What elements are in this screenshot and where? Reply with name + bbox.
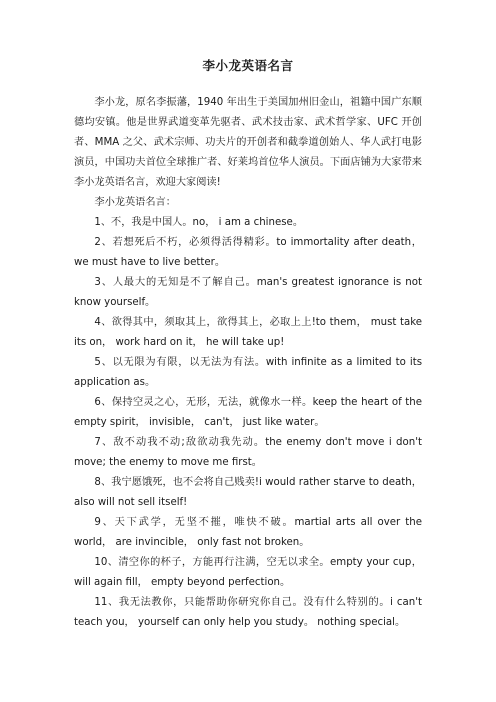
quote-item-8: 8、我宁愿饿死，也不会将自己贱卖!i would rather starve to death， also will not sell itself! (74, 477, 422, 508)
quote-item-9: 9、天下武学，无坚不摧，唯快不破。martial arts all over the world， are invincible， only fast not broken。 (74, 517, 422, 548)
quote-item-5: 5、以无限为有限，以无法为有法。with infinite as a limited to its application as。 (74, 357, 422, 388)
quote-item-1: 1、不，我是中国人。no， i am a chinese。 (94, 217, 304, 228)
quote-item-4: 4、欲得其中，须取其上，欲得其上，必取上上!to them， must take its on， work hard on it， he will take up! (74, 317, 422, 348)
quote-item-11: 11、我无法教你，只能帮助你研究你自己。没有什么特别的。i can't teach you， yourself can only help you study。 nothing special。 (74, 597, 422, 628)
section-heading: 李小龙英语名言： (94, 197, 176, 208)
quote-item-3: 3、人最大的无知是不了解自己。man's greatest ignorance is not know yourself。 (74, 277, 422, 308)
quote-item-10: 10、清空你的杯子，方能再行注满，空无以求全。empty your cup， will again fill， empty beyond perfection。 (74, 557, 422, 588)
quote-item-2: 2、若想死后不朽，必须得活得精彩。to immortality after death， we must have to live better。 (74, 237, 422, 268)
intro-paragraph: 李小龙，原名李振藩，1940 年出生于美国加州旧金山，祖籍中国广东顺德均安镇。他是世界武道变革先驱者、武术技击家、武术哲学家、UFC 开创者、MMA 之父、武术宗师、功夫片的开创者和截拳道创始人、华人武打电影演员，中国功夫首位全球推广者、好莱坞首位华人演员。下面店铺为大家带来李小龙英语名言，欢迎大家阅读! (74, 97, 422, 188)
page-title: 李小龙英语名言 (202, 58, 294, 73)
document-body (74, 93, 422, 633)
quote-item-6: 6、保持空灵之心，无形，无法，就像水一样。keep the heart of the empty spirit， invisible， can't， just like water。 (74, 397, 422, 428)
quote-item-7: 7、敌不动我不动;敌欲动我先动。the enemy don't move i don't move; the enemy to move me first。 (74, 437, 422, 468)
